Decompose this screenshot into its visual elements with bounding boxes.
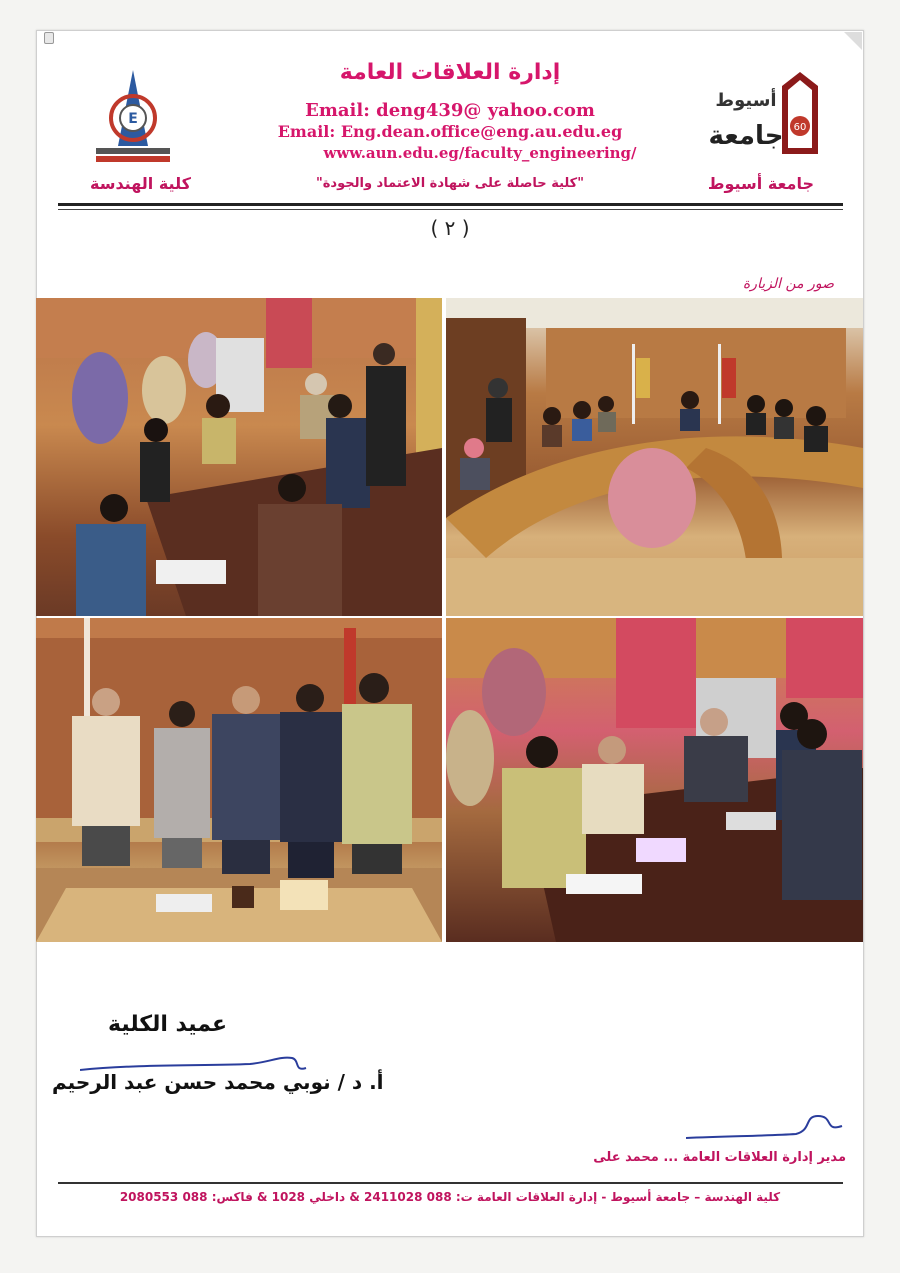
header-divider (58, 203, 843, 206)
university-name: جامعة أسيوط (707, 174, 814, 193)
photo-group (36, 618, 442, 942)
page-fold (844, 32, 862, 50)
photo-meeting-notes (36, 298, 442, 616)
header-divider-thin (58, 209, 843, 210)
photos-caption: صور من الزيارة (742, 276, 834, 292)
faculty-name: كلية الهندسة (90, 174, 191, 193)
svg-text:جامعة: جامعة (708, 121, 784, 151)
email-2[interactable]: Email: Eng.dean.office@eng.au.edu.eg (277, 122, 623, 141)
department-title: إدارة العلاقات العامة (339, 60, 561, 85)
footer-contact: كلية الهندسة – جامعة أسيوط - إدارة العلاقات العامة ت: 088 2411028 & داخلي 1028 & فاكس: 088 2080553 (119, 1190, 781, 1204)
pr-manager-signature (686, 1110, 846, 1146)
website-link[interactable]: www.aun.edu.eg/faculty_engineering/ (323, 144, 637, 162)
dean-title: عميد الكلية (108, 1012, 228, 1037)
photo-conference-room (446, 298, 863, 616)
pin-icon (44, 32, 54, 44)
page-number: ( ٢ ) (430, 216, 470, 240)
email-1[interactable]: Email: deng439@ yahoo.com (305, 100, 595, 121)
svg-text:E: E (128, 111, 138, 127)
footer-divider (58, 1182, 843, 1184)
photo-discussion (446, 618, 863, 942)
svg-text:أسيوط: أسيوط (715, 90, 777, 111)
accreditation-slogan: "كلية حاصلة على شهادة الاعتماد والجودة" (315, 176, 585, 191)
svg-text:60: 60 (793, 122, 807, 133)
dean-name: أ. د / نوبي محمد حسن عبد الرحيم (52, 1070, 384, 1094)
pr-manager-name: مدير إدارة العلاقات العامة ... محمد على (593, 1150, 846, 1165)
